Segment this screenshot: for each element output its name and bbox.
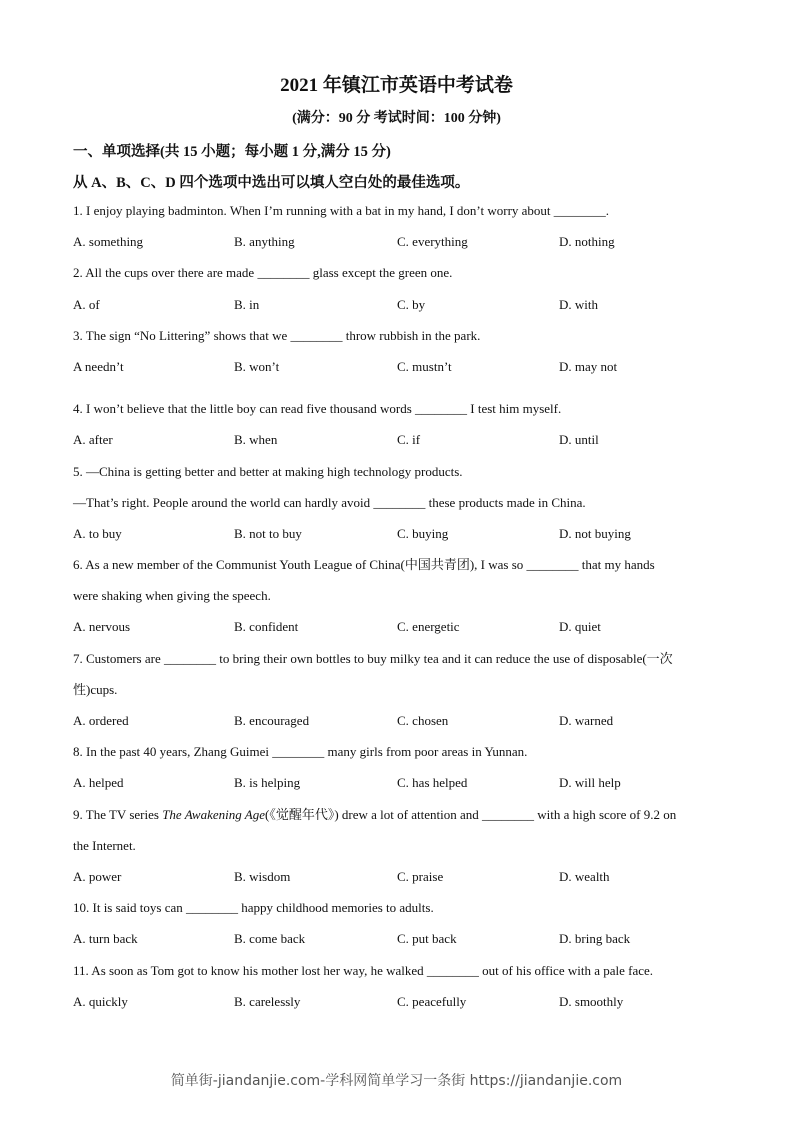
answer-option: B. won’t	[234, 358, 280, 374]
question-text	[73, 830, 733, 861]
options-row	[73, 705, 733, 736]
answer-option: B. anything	[234, 234, 295, 250]
text-span: 2. All the cups over there are made ________ glass except the green one.	[73, 265, 453, 281]
options-row	[73, 923, 733, 954]
options-row	[73, 986, 733, 1017]
answer-option: A. quickly	[73, 993, 128, 1009]
question-text	[73, 393, 733, 424]
answer-option: D. smoothly	[559, 993, 624, 1009]
text-span: (《觉醒年代》) drew a lot of attention and ________ with a high score of 9.2 on	[264, 806, 677, 822]
text-span: 7. Customers are ________ to bring their own bottles to buy milky tea and it can reduce the use of disposable(一次	[73, 650, 673, 666]
exam-subtitle: (满分：90 分 考试时间：100 分钟)	[292, 111, 501, 126]
options-row	[73, 518, 733, 549]
answer-option: A. helped	[73, 775, 124, 791]
answer-option: C. chosen	[397, 713, 449, 728]
question-text	[73, 736, 733, 767]
question-text	[73, 643, 733, 674]
question-text	[73, 799, 733, 830]
text-span: 3. The sign “No Littering” shows that we ________ throw rubbish in the park.	[73, 327, 481, 343]
question-item	[73, 955, 733, 1017]
exam-title: 2021 年镇江市英语中考试卷	[280, 75, 513, 96]
text-span: were shaking when giving the speech.	[73, 588, 271, 604]
question-text	[73, 487, 733, 518]
footer-watermark: 简单街-jiandanjie.com-学科网简单学习一条街 https://jiandanjie.com	[170, 1073, 623, 1089]
answer-option: C. put back	[397, 931, 457, 947]
question-text	[73, 580, 733, 611]
answer-option: D. bring back	[559, 931, 631, 947]
question-item	[73, 892, 733, 954]
answer-option: B. wisdom	[234, 868, 291, 884]
answer-option: B. in	[234, 296, 260, 312]
question-text	[73, 456, 733, 487]
spacer	[73, 382, 733, 393]
text-span: 4. I won’t believe that the little boy can read five thousand words ________ I test him myself.	[73, 401, 562, 417]
text-span: 性)cups.	[73, 681, 118, 697]
answer-option: B. not to buy	[234, 525, 302, 541]
answer-option: C. has helped	[397, 775, 468, 791]
question-text	[73, 892, 733, 923]
answer-option: C. buying	[397, 525, 449, 541]
text-span: 6. As a new member of the Communist Youth League of China(中国共青团), I was so ________ that my hands	[73, 557, 655, 573]
question-text	[73, 549, 733, 580]
answer-option: C. mustn’t	[397, 358, 452, 374]
answer-option: C. by	[397, 296, 426, 312]
answer-option: A. power	[73, 868, 122, 884]
section-heading: 一、单项选择(共 15 小题；每小题 1 分,满分 15 分)	[73, 144, 391, 160]
question-text	[73, 257, 733, 288]
section-instruction: 从 A、B、C、D 四个选项中选出可以填人空白处的最佳选项。	[73, 175, 470, 191]
answer-option: A. ordered	[73, 713, 129, 728]
answer-option: B. when	[234, 432, 278, 448]
text-span: 10. It is said toys can ________ happy childhood memories to adults.	[73, 900, 434, 916]
answer-option: D. warned	[559, 713, 614, 728]
question-text	[73, 955, 733, 986]
answer-option: C. if	[397, 432, 421, 448]
question-text	[73, 674, 733, 705]
text-span: 11. As soon as Tom got to know his mother lost her way, he walked ________ out of his office with a pale face.	[73, 962, 654, 978]
question-item	[73, 320, 733, 393]
options-row	[73, 424, 733, 455]
answer-option: B. come back	[234, 931, 306, 947]
options-row	[73, 289, 733, 320]
answer-option: D. with	[559, 296, 598, 312]
answer-option: A. nervous	[73, 619, 131, 635]
question-text	[73, 320, 733, 351]
answer-option: C. energetic	[397, 619, 460, 635]
text-span: the Internet.	[73, 837, 136, 853]
answer-option: A. to buy	[73, 525, 122, 541]
answer-option: B. encouraged	[234, 713, 310, 728]
question-item	[73, 736, 733, 798]
question-item	[73, 257, 733, 319]
answer-option: A. turn back	[73, 931, 138, 947]
answer-option: B. carelessly	[234, 993, 301, 1009]
options-row	[73, 611, 733, 642]
italic-title: The Awakening Age	[162, 806, 265, 822]
question-list	[73, 195, 733, 1017]
options-row	[73, 226, 733, 257]
answer-option: C. everything	[397, 234, 468, 250]
question-text	[73, 195, 733, 226]
answer-option: D. until	[559, 432, 599, 448]
text-span: 9. The TV series	[73, 806, 163, 822]
options-row	[73, 351, 733, 382]
text-span: 8. In the past 40 years, Zhang Guimei ________ many girls from poor areas in Yunnan.	[73, 744, 528, 760]
answer-option: A needn’t	[73, 358, 124, 374]
answer-option: D. may not	[559, 358, 618, 374]
options-row	[73, 767, 733, 798]
text-span: 5. —China is getting better and better at making high technology products.	[73, 463, 463, 479]
answer-option: D. will help	[559, 775, 621, 791]
answer-option: D. quiet	[559, 619, 601, 635]
text-span: —That’s right. People around the world can hardly avoid ________ these products made in China.	[73, 494, 586, 510]
answer-option: D. wealth	[559, 868, 610, 884]
question-item	[73, 643, 733, 737]
answer-option: B. confident	[234, 619, 299, 635]
answer-option: A. something	[73, 234, 144, 250]
question-item	[73, 393, 733, 455]
answer-option: D. nothing	[559, 234, 615, 250]
text-span: 1. I enjoy playing badminton. When I’m running with a bat in my hand, I don’t worry about ________.	[73, 203, 610, 218]
answer-option: B. is helping	[234, 775, 301, 791]
answer-option: D. not buying	[559, 525, 631, 541]
answer-option: A. of	[73, 296, 100, 312]
answer-option: C. peacefully	[397, 993, 467, 1009]
question-item	[73, 456, 733, 550]
answer-option: C. praise	[397, 868, 444, 884]
question-item	[73, 549, 733, 643]
question-item	[73, 799, 733, 893]
question-item	[73, 195, 733, 257]
options-row	[73, 861, 733, 892]
answer-option: A. after	[73, 432, 113, 448]
